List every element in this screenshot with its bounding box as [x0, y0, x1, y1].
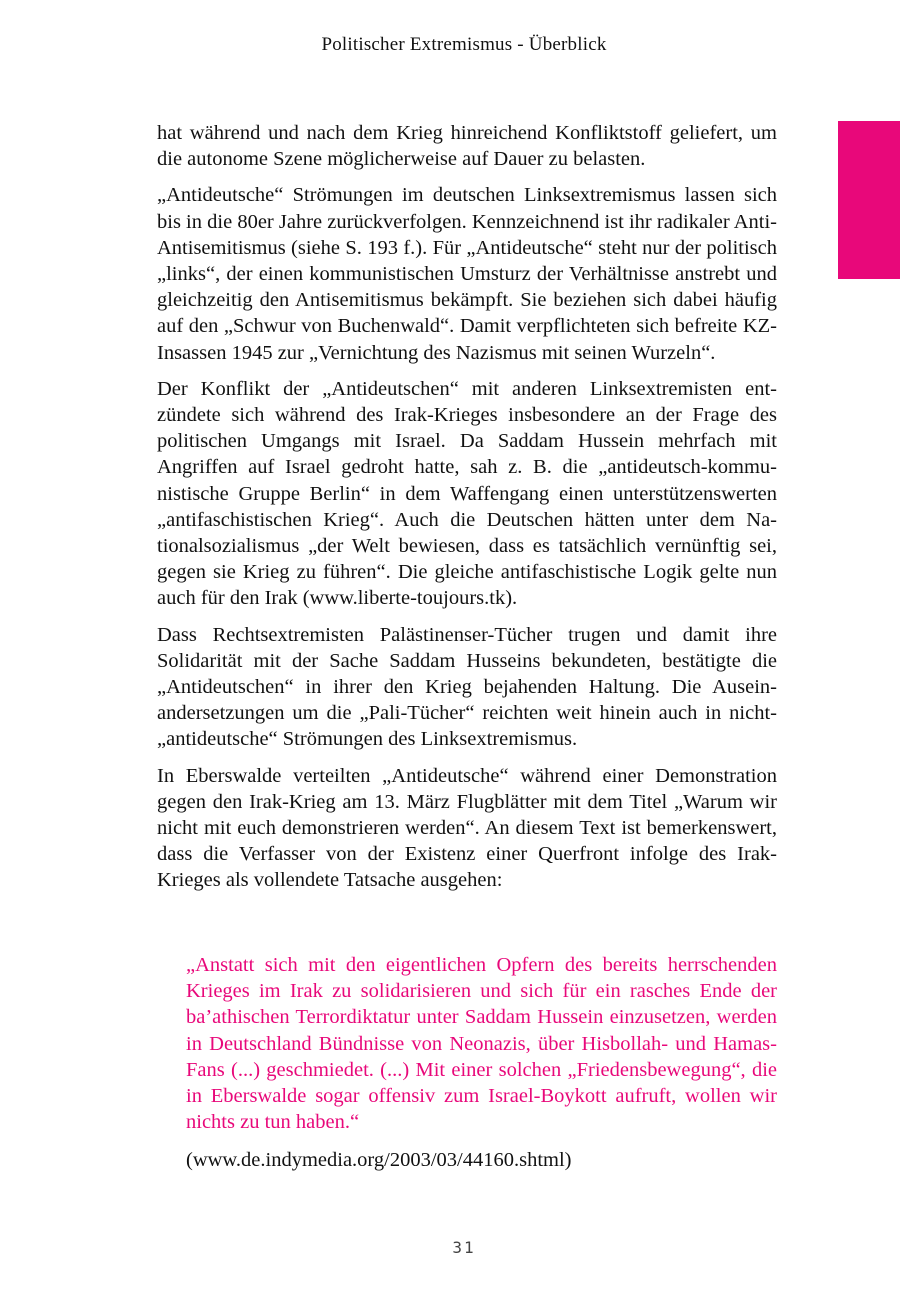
paragraph: In Eberswalde verteilten „Antideutsche“ während einer Demonstration gegen den Irak-Krieg am 13. März Flugblätter mit dem Titel „Warum wir nicht mit euch demonstrieren werden“. An diesem Text ist bemerkenswert, dass die Verfasser von der Existenz einer Querfront infolge des Irak-Krieges als vollendete Tatsache ausgehen:	[157, 764, 777, 892]
paragraph: hat während und nach dem Krieg hinreichend Konfliktstoff geliefert, um die autonome Szene möglicherweise auf Dauer zu belasten.	[157, 122, 777, 171]
body-text	[157, 120, 777, 904]
paragraph: „Antideutsche“ Strömungen im deutschen Linksextremismus lassen sich bis in die 80er Jahre zurückverfolgen. Kennzeichnend ist ihr radikaler Anti-Antisemitismus (siehe S. 193 f.). Für „Antideutsche“ steht nur der politisch „links“, der einen kommunistischen Umsturz der Verhältnisse anstrebt und gleichzeitig den Antisemitismus bekämpft. Sie beziehen sich dabei häufig auf den „Schwur von Buchenwald“. Damit verpflichteten sich befreite KZ-Insassen 1945 zur „Vernichtung des Nazismus mit seinen Wurzeln“.	[157, 184, 777, 364]
paragraph: Dass Rechtsextremisten Palästinenser-Tücher trugen und damit ihre Solidarität mit der Sache Saddam Husseins bekundeten, bestätigte die „Antideutschen“ in ihrer den Krieg bejahenden Haltung. Die Auseinandersetzungen um die „Pali-Tücher“ reichten weit hinein auch in nicht-„antideutsche“ Strömungen des Linksextremismus.	[157, 623, 777, 751]
page-number: 31	[452, 1238, 476, 1257]
chapter-marker-tab	[838, 121, 900, 279]
quote-text: „Anstatt sich mit den eigentlichen Opfern des bereits herrschenden Krieges im Irak zu solidarisieren und sich für ein rasches Ende der ba’athischen Terrordiktatur unter Saddam Hussein einzusetzen, werden in Deutschland Bündnisse von Neonazis, über Hisbollah- und Hamas-Fans (...) geschmiedet. (...) Mit einer solchen „Friedensbewegung“, die in Eberswalde sogar offensiv zum Israel-Boykott aufruft, wollen wir nichts zu tun haben.“	[186, 954, 777, 1134]
quote-source: (www.de.indymedia.org/2003/03/44160.shtml)	[186, 1149, 572, 1172]
paragraph: Der Konflikt der „Antideutschen“ mit anderen Linksextremisten entzündete sich während des Irak-Krieges insbesondere an der Frage des politischen Umgangs mit Israel. Da Saddam Hussein mehrfach mit Angriffen auf Israel gedroht hatte, sah z. B. die „antideutsch-kommunistische Gruppe Berlin“ in dem Waffengang einen unterstützenswerten „antifaschistischen Krieg“. Auch die Deutschen hätten unter dem Nationalsozialismus „der Welt bewiesen, dass es tatsächlich vernünftig sei, gegen sie Krieg zu führen“. Die gleiche antifaschistische Logik gelte nun auch für den Irak (www.liberte-toujours.tk).	[157, 377, 777, 610]
running-header: Politischer Extremismus - Überblick	[321, 34, 607, 55]
block-quote	[186, 952, 777, 1174]
